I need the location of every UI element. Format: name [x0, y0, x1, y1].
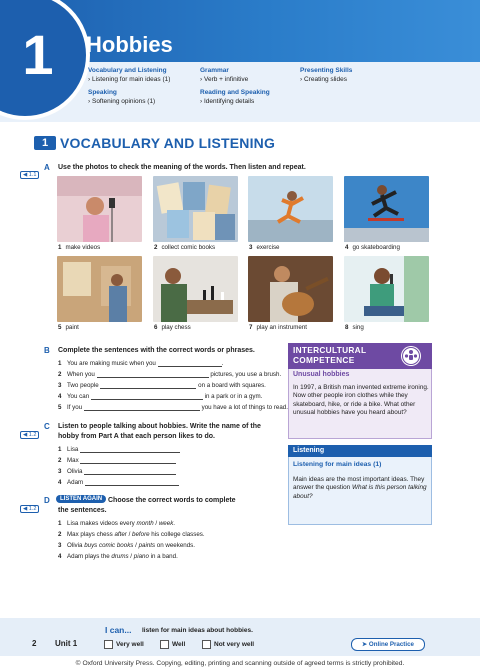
task-a-letter: A [44, 163, 50, 172]
answer-blank[interactable] [84, 410, 200, 411]
listening-skill-title: Listening [293, 447, 325, 454]
task-d-item: 2 Max plays chess after / before his college classes. [58, 531, 205, 538]
choice-option[interactable]: week [158, 520, 174, 527]
page-number: 2 [32, 639, 37, 648]
unit-label: Unit 1 [55, 639, 78, 648]
globe-people-icon [400, 345, 422, 367]
photo-caption: 8 sing [345, 324, 364, 331]
answer-blank[interactable] [91, 399, 203, 400]
choice-option[interactable]: after [114, 531, 127, 538]
self-rating-not-very-well[interactable]: Not very well [202, 640, 254, 649]
photo-sing [344, 256, 429, 322]
answer-blank[interactable] [85, 485, 179, 486]
ican-text: listen for main ideas about hobbies. [142, 627, 253, 634]
photo-make-videos [57, 176, 142, 242]
unit-title: Hobbies [86, 32, 173, 57]
arrow-right-icon: ➤ [362, 641, 369, 648]
intercultural-title: INTERCULTURAL COMPETENCE [293, 345, 367, 365]
copyright-notice: © Oxford University Press. Copying, editing, printing and scanning outside of agreed terms is strictly prohibited. [75, 660, 405, 667]
audio-track-a[interactable] [20, 163, 39, 181]
photo-caption: 6 play chess [154, 324, 191, 331]
task-c-letter: C [44, 422, 50, 431]
task-b-item: 4 You can in a park or in a gym. [58, 393, 263, 400]
choice-option[interactable]: piano [133, 553, 149, 560]
section-number-icon: 1 [34, 136, 56, 150]
summary-heading: Grammar [200, 67, 229, 74]
task-a-instruction: Use the photos to check the meaning of the words. Then listen and repeat. [58, 164, 306, 171]
answer-blank[interactable] [97, 377, 209, 378]
listen-again-tag: LISTEN AGAIN [56, 495, 106, 503]
choice-option[interactable]: paints [138, 542, 156, 549]
summary-item: › Verb + infinitive [200, 76, 249, 83]
checkbox [160, 640, 169, 649]
audio-icon: ◀ 1.1 [20, 171, 39, 179]
answer-blank[interactable] [80, 452, 180, 453]
audio-icon: ◀ 1.2 [20, 505, 39, 513]
task-c-item: 4 Adam [58, 479, 179, 486]
photo-caption: 1 make videos [58, 244, 101, 251]
summary-heading: Reading and Speaking [200, 89, 270, 96]
photo-caption: 3 exercise [249, 244, 280, 251]
summary-item: › Creating slides [300, 76, 347, 83]
audio-icon: ◀ 1.2 [20, 431, 39, 439]
unit-number: 1 [22, 23, 54, 86]
answer-blank[interactable] [100, 388, 196, 389]
section-title: VOCABULARY AND LISTENING [60, 135, 276, 151]
task-d-instruction: Choose the correct words to complete [108, 497, 236, 504]
answer-blank[interactable] [84, 474, 176, 475]
task-c-item: 1 Lisa [58, 446, 180, 453]
photo-play-chess [153, 256, 238, 322]
choice-option[interactable]: month [136, 520, 154, 527]
photo-paint [57, 256, 142, 322]
listening-skill-subtitle: Listening for main ideas (1) [293, 461, 382, 468]
checkbox [202, 640, 211, 649]
online-practice-button[interactable]: ➤ Online Practice [351, 638, 425, 651]
intercultural-subtitle: Unusual hobbies [293, 371, 350, 378]
answer-blank[interactable] [80, 463, 176, 464]
choice-option[interactable]: drums [111, 553, 129, 560]
task-c-item: 2 Max [58, 457, 176, 464]
task-c-instruction: hobby from Part A that each person likes to do. [58, 433, 216, 440]
self-rating-well[interactable]: Well [160, 640, 185, 649]
summary-heading: Speaking [88, 89, 117, 96]
summary-heading: Vocabulary and Listening [88, 67, 167, 74]
task-d-letter: D [44, 496, 50, 505]
photo-caption: 7 play an instrument [249, 324, 308, 331]
photo-play-an-instrument [248, 256, 333, 322]
answer-blank[interactable] [158, 366, 222, 367]
audio-track-d[interactable] [20, 497, 39, 515]
task-b-instruction: Complete the sentences with the correct words or phrases. [58, 347, 255, 354]
task-c-item: 3 Olivia [58, 468, 176, 475]
intercultural-text: In 1997, a British man invented extreme ironing. Now other people iron clothes while they skateboard, hike, or ride a bike. What other unusual hobbies have you heard about? [293, 384, 429, 417]
task-b-item: 5 If you you have a lot of things to read. [58, 404, 288, 411]
task-d-item: 4 Adam plays the drums / piano in a band. [58, 553, 178, 560]
summary-item: › Listening for main ideas (1) [88, 76, 171, 83]
photo-caption: 2 collect comic books [154, 244, 216, 251]
choice-option[interactable]: before [132, 531, 150, 538]
task-b-item: 2 When you pictures, you use a brush. [58, 371, 282, 378]
summary-item: › Identifying details [200, 98, 255, 105]
task-c-instruction: Listen to people talking about hobbies. Write the name of the [58, 423, 261, 430]
listening-skill-text: Main ideas are the most important ideas. They answer the question What is this person talking about? [293, 476, 427, 500]
photo-collect-comic-books [153, 176, 238, 242]
photo-caption: 5 paint [58, 324, 79, 331]
photo-exercise [248, 176, 333, 242]
choice-option[interactable]: buys comic books [84, 542, 134, 549]
ican-label: I can... [105, 625, 132, 635]
photo-caption: 4 go skateboarding [345, 244, 400, 251]
checkbox [104, 640, 113, 649]
task-d-item: 1 Lisa makes videos every month / week. [58, 520, 176, 527]
task-b-letter: B [44, 346, 50, 355]
task-d-item: 3 Olivia buys comic books / paints on weekends. [58, 542, 195, 549]
task-b-item: 1 You are making music when you . [58, 360, 224, 367]
task-b-item: 3 Two people on a board with squares. [58, 382, 266, 389]
photo-go-skateboarding [344, 176, 429, 242]
summary-heading: Presenting Skills [300, 67, 353, 74]
self-rating-very-well[interactable]: Very well [104, 640, 144, 649]
audio-track-c[interactable] [20, 423, 39, 441]
summary-item: › Softening opinions (1) [88, 98, 156, 105]
task-d-instruction: the sentences. [58, 507, 107, 514]
